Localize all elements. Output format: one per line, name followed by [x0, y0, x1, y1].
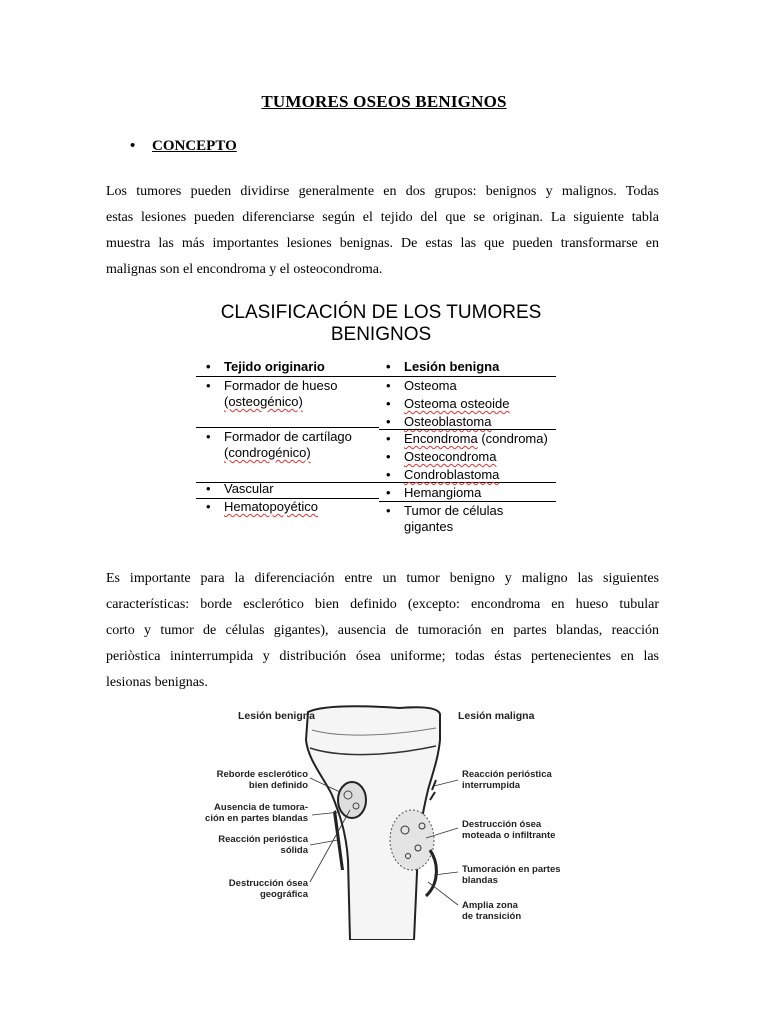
table-cell: (osteogénico) — [224, 394, 303, 409]
paragraph-line: periòstica ininterrumpida y distribución ósea uniforme; todas éstas pertenecientes en las — [106, 649, 659, 664]
table-header-left: • Tejido originario — [206, 359, 325, 374]
figure-label-right: Amplia zona de transición — [462, 900, 522, 922]
figure-label-left: Reacción perióstica sólida — [218, 834, 308, 856]
paragraph-line: Es importante para la diferenciación entre un tumor benigno y maligno las siguientes — [106, 571, 659, 586]
paragraph-line: corto y tumor de células gigantes), ausencia de tumoración en partes blandas, reacción — [106, 623, 659, 638]
table-title-line: BENIGNOS — [330, 324, 432, 345]
table-header-right: • Lesión benigna — [386, 359, 500, 374]
figure-label-left: Reborde esclerótico bien definido — [216, 769, 308, 791]
bullet-icon: • — [130, 138, 136, 154]
table-cell: • Osteoma — [386, 378, 457, 393]
paragraph-line: lesionas benignas. — [106, 675, 208, 690]
figure-label-right: Destrucción ósea moteada o infiltrante — [462, 819, 556, 841]
table-cell: • Formador de hueso — [206, 378, 338, 393]
paragraph-line: Los tumores pueden dividirse generalmente en dos grupos: benignos y malignos. Todas — [106, 184, 659, 199]
table-cell: • Encondroma (condroma) — [386, 431, 548, 446]
figure-label-right: Tumoración en partes blandas — [462, 864, 561, 886]
figure-label-right: Reacción perióstica interrumpida — [462, 769, 552, 791]
document-title: TUMORES OSEOS BENIGNOS — [261, 92, 507, 111]
table-cell: gigantes — [404, 519, 454, 534]
table-cell: • Vascular — [206, 481, 274, 496]
table-title-line: CLASIFICACIÓN DE LOS TUMORES — [220, 302, 542, 323]
table-title — [196, 302, 566, 346]
paragraph-intro — [106, 179, 659, 283]
table-cell: • Hemangioma — [386, 485, 482, 500]
section-heading-label: CONCEPTO — [152, 138, 237, 154]
paragraph-line: características: borde esclerótico bien definido (excepto: encondroma en hueso tubular — [106, 597, 659, 612]
section-heading — [130, 138, 237, 155]
classification-table — [196, 302, 566, 548]
table-cell: • Osteoblastoma — [386, 414, 492, 429]
figure-label-left: Ausencia de tumora- ción en partes blandas — [205, 802, 308, 824]
figure-header-right: Lesión maligna — [458, 710, 535, 722]
paragraph-line: estas lesiones pueden diferenciarse según el tejido del que se originan. La siguiente tabla — [106, 210, 659, 225]
bone-lesion-figure — [200, 700, 561, 940]
figure-label-left: Destrucción ósea geográfica — [228, 878, 308, 900]
table-cell: • Formador de cartílago — [206, 429, 352, 444]
table-cell: • Osteoma osteoide — [386, 396, 510, 411]
paragraph-line: muestra las más importantes lesiones benignas. De estas las que pueden transformarse en — [106, 236, 659, 251]
table-cell: • Condroblastoma — [386, 467, 500, 482]
table-cell: • Hematopoyético — [206, 499, 318, 514]
paragraph-characteristics — [106, 566, 659, 696]
table-cell: (condrogénico) — [224, 445, 311, 460]
paragraph-line: malignas son el encondroma y el osteocondroma. — [106, 262, 383, 277]
table-cell: • Osteocondroma — [386, 449, 497, 464]
table-cell: • Tumor de células — [386, 503, 504, 518]
figure-header-left: Lesión benigna — [238, 710, 316, 722]
